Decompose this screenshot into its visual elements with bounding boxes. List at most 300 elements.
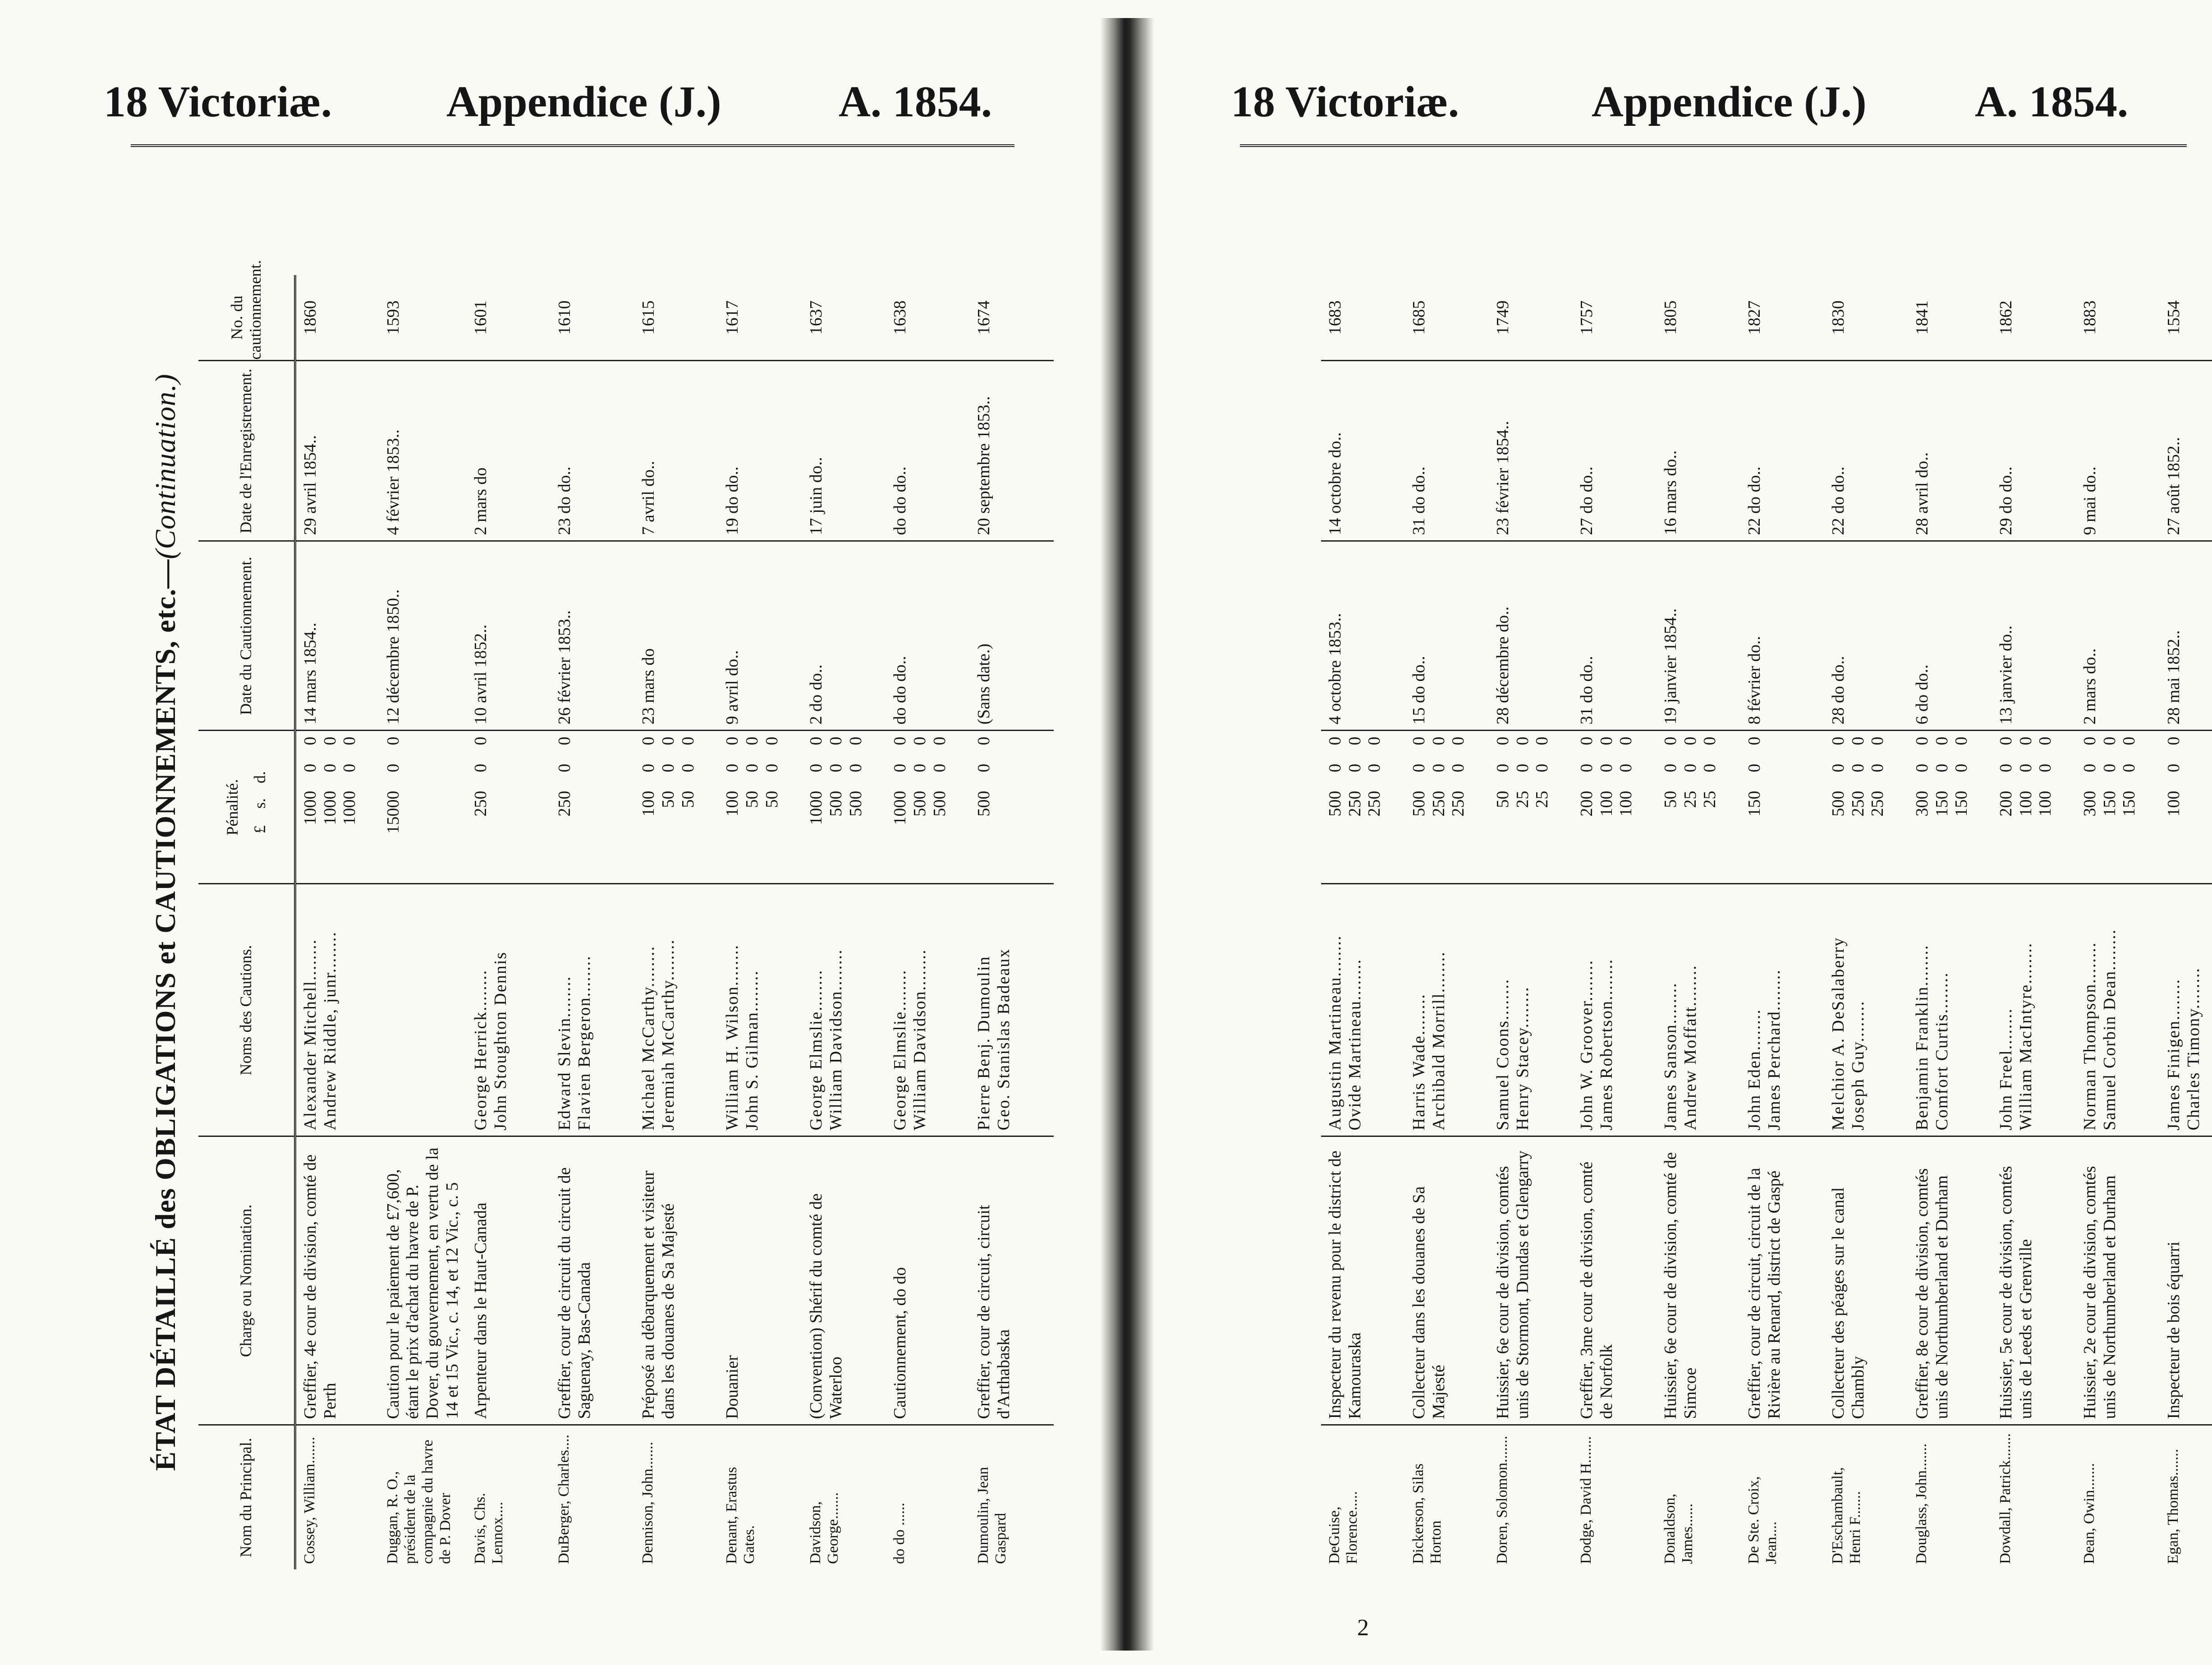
date-enreg-value: 9 mai do.. [2080, 466, 2099, 535]
penalty-line [846, 737, 866, 878]
charge-cell: Collecteur dans les douanes de Sa Majesté [1405, 1136, 1489, 1425]
caution-name: James Sanson........ [1661, 982, 1680, 1131]
caution-name: Pierre Benj. Dumoulin [974, 956, 994, 1131]
table-row [1740, 275, 1824, 1569]
charge-cell: Préposé au débarquement et visiteur dans les douanes de Sa Majesté [634, 1136, 718, 1425]
numero-cell: 1883 [2076, 275, 2160, 361]
penalty-pence: 0 [2164, 736, 2183, 745]
penalty-pounds: 50 [762, 791, 781, 808]
numero-cell: 1617 [718, 275, 802, 361]
numero-cell: 1841 [1908, 275, 1992, 361]
penalty-line [1616, 737, 1636, 878]
date-enreg-cell [1908, 361, 1992, 541]
penalty-pence: 0 [1952, 736, 1971, 745]
header-rule [1240, 144, 2187, 147]
penalty-line [762, 737, 782, 878]
date-enreg-cell [551, 361, 634, 541]
penalty-pounds: 200 [1577, 791, 1596, 817]
date-enreg-cell [2160, 361, 2212, 541]
date-caution-cell [1489, 541, 1573, 731]
date-enreg-value: 22 do do.. [1745, 466, 1764, 535]
pen-unit-shillings: s. [251, 798, 269, 809]
penalty-line [321, 737, 340, 878]
caution-name: Henry Stacey........ [1513, 986, 1532, 1131]
date-enreg-value: 20 septembre 1853.. [974, 396, 994, 535]
table-caption [149, 275, 185, 1569]
penalty-shillings: 0 [742, 764, 762, 773]
penalty-line [471, 737, 491, 878]
penalty-shillings: 0 [678, 764, 698, 773]
principal-cell: Dickerson, Silas Horton [1410, 1463, 1445, 1564]
penalty-shillings: 0 [320, 764, 340, 773]
penalty-pounds: 250 [1848, 791, 1868, 817]
penalty-line [1661, 737, 1681, 878]
principal-cell: Dumoulin, Jean Gaspard [975, 1467, 1010, 1564]
date-enreg-value: 7 avril do.. [639, 460, 658, 535]
penalty-pence: 0 [1680, 736, 1700, 745]
penalty-pounds: 200 [1996, 791, 2015, 817]
penalty-shillings: 0 [1597, 764, 1616, 773]
penalty-pounds: 300 [1913, 791, 1932, 817]
date-enreg-cell [634, 361, 718, 541]
cautions-cell [2160, 884, 2212, 1136]
penalty-pounds: 250 [1345, 791, 1364, 817]
penalty-shillings: 0 [930, 764, 949, 773]
cautions-cell [886, 884, 970, 1136]
header-year: A. 1854. [839, 78, 992, 126]
penalty-cell [886, 731, 970, 884]
penalty-pounds: 100 [2164, 791, 2183, 817]
header-appendix: Appendice (J.) [446, 78, 721, 126]
penalty-pounds: 250 [1365, 791, 1384, 817]
header-session: 18 Victoriæ. [104, 78, 332, 126]
numero-cell: 1674 [970, 275, 1054, 361]
date-enreg-value: 29 do do.. [1996, 466, 2015, 535]
numero-cell: 1638 [886, 275, 970, 361]
table-row [295, 275, 379, 1569]
book-gutter [1100, 18, 1154, 1651]
principal-cell: Davidson, George....... [807, 1492, 842, 1564]
numero-cell: 1593 [379, 275, 467, 361]
date-enreg-cell [467, 361, 551, 541]
caution-name: John Stoughton Dennis [491, 951, 510, 1131]
caution-name: James Robertson........ [1597, 958, 1616, 1131]
penalty-line [1365, 737, 1385, 878]
date-caution-value: 23 mars do [639, 648, 658, 725]
penalty-shillings: 0 [1680, 764, 1700, 773]
caution-name: John Freel........ [1996, 1008, 2015, 1131]
date-caution-cell [1573, 541, 1657, 731]
penalty-line [2016, 737, 2036, 878]
date-enreg-value: 29 avril 1854.. [301, 435, 320, 535]
cautions-cell [1824, 884, 1908, 1136]
penalty-pounds: 250 [471, 791, 491, 817]
penalty-cell [1573, 731, 1657, 884]
caution-name: Samuel Corbin Dean........ [2100, 929, 2119, 1131]
penalty-line [2080, 737, 2100, 878]
cautions-cell [970, 884, 1054, 1136]
penalty-pence: 0 [846, 736, 865, 745]
cautions-cell [718, 884, 802, 1136]
caution-name: Samuel Coons........ [1493, 978, 1512, 1131]
caution-name: Andrew Riddle, junr........ [320, 931, 340, 1131]
penalty-shillings: 0 [1868, 764, 1887, 773]
cautions-cell [1405, 884, 1489, 1136]
penalty-pence: 0 [1661, 736, 1680, 745]
penalty-line [2036, 737, 2056, 878]
penalty-pence: 0 [1913, 736, 1932, 745]
col-cautions: Noms des Cautions. [198, 884, 295, 1136]
date-caution-value: 15 do do.. [1409, 656, 1428, 725]
numero-cell: 1615 [634, 275, 718, 361]
cautions-cell [634, 884, 718, 1136]
cautions-cell [1908, 884, 1992, 1136]
col-date-caution: Date du Cautionnement. [198, 541, 295, 731]
principal-cell: Dodge, David H....... [1578, 1436, 1594, 1564]
penalty-shillings: 0 [1533, 764, 1552, 773]
penalty-pence: 0 [723, 736, 742, 745]
penalty-shillings: 0 [2080, 764, 2099, 773]
penalty-shillings: 0 [1616, 764, 1636, 773]
date-enreg-value: 23 do do.. [555, 466, 574, 535]
cautions-cell [379, 884, 467, 1136]
penalty-shillings: 0 [723, 764, 742, 773]
penalty-pounds: 250 [1429, 791, 1448, 817]
penalty-pence: 0 [1449, 736, 1468, 745]
numero-cell: 1601 [467, 275, 551, 361]
penalty-shillings: 0 [555, 764, 574, 773]
penalty-cell [295, 731, 379, 884]
cautions-cell [1992, 884, 2076, 1136]
cautions-cell [1489, 884, 1573, 1136]
caution-name: Edward Slevin........ [555, 975, 574, 1131]
date-caution-value: 10 avril 1852.. [471, 624, 491, 725]
charge-cell: Arpenteur dans le Haut-Canada [467, 1136, 551, 1425]
penalty-shillings: 0 [2164, 764, 2183, 773]
principal-cell: Donaldson, James...... [1661, 1494, 1696, 1564]
charge-cell: Inspecteur du revenu pour le district de Kamouraska [1321, 1136, 1405, 1425]
penalty-pence: 0 [1533, 736, 1552, 745]
penalty-pence: 0 [1996, 736, 2015, 745]
cautions-cell [1740, 884, 1824, 1136]
principal-cell: Dean, Owin....... [2081, 1463, 2097, 1564]
principal-cell: Dennison, John....... [639, 1441, 656, 1564]
caution-name: Jeremiah McCarthy........ [658, 939, 678, 1131]
penalty-line [1996, 737, 2016, 878]
penalty-shillings: 0 [762, 764, 781, 773]
numero-cell: 1749 [1489, 275, 1573, 361]
right-page [1154, 0, 2212, 1665]
date-caution-cell [802, 541, 886, 731]
penalty-line [1429, 737, 1449, 878]
penalty-pence: 0 [1868, 736, 1887, 745]
penalty-line [1745, 737, 1765, 878]
principal-cell: Egan, Thomas....... [2165, 1449, 2181, 1564]
caption-continuation: (Continuation.) [149, 373, 181, 559]
principal-cell: Cossey, William....... [301, 1437, 318, 1564]
charge-cell: Greffier, cour de circuit du circuit de Saguenay, Bas-Canada [551, 1136, 634, 1425]
penalty-shillings: 0 [2100, 764, 2119, 773]
penalty-pence: 0 [555, 736, 574, 745]
penalty-cell [1489, 731, 1573, 884]
date-caution-cell [970, 541, 1054, 731]
penalty-pounds: 50 [658, 791, 678, 808]
penalty-pounds: 250 [1449, 791, 1468, 817]
penalty-cell [1321, 731, 1405, 884]
obligations-table-continued [1321, 275, 2212, 1569]
date-caution-cell [1321, 541, 1405, 731]
numero-cell: 1860 [295, 275, 379, 361]
penalty-pence: 0 [1345, 736, 1364, 745]
date-enreg-cell [1405, 361, 1489, 541]
date-caution-value: 4 octobre 1853.. [1326, 613, 1345, 725]
table-row [634, 275, 718, 1569]
penalty-pounds: 25 [1533, 791, 1552, 808]
penalty-line [1493, 737, 1513, 878]
caution-name: Augustin Martineau........ [1326, 935, 1345, 1131]
principal-cell: Davis, Chs. Lennox.... [472, 1493, 506, 1564]
caution-name: James Perchard........ [1764, 969, 1784, 1131]
charge-cell: Greffier, 8e cour de division, comtés unis de Northumberland et Durham [1908, 1136, 1992, 1425]
penalty-pence: 0 [1513, 736, 1532, 745]
penalty-shillings: 0 [1745, 764, 1764, 773]
penalty-line [301, 737, 321, 878]
penalty-line [1513, 737, 1533, 878]
table-row [467, 275, 551, 1569]
table-row [1405, 275, 1489, 1569]
penalty-pence: 0 [2036, 736, 2055, 745]
penalty-cell [1405, 731, 1489, 884]
penalty-pence: 0 [2100, 736, 2119, 745]
numero-cell: 1683 [1321, 275, 1405, 361]
penalty-shillings: 0 [1326, 764, 1345, 773]
pen-unit-pence: d. [251, 771, 269, 783]
date-enreg-value: 22 do do.. [1829, 466, 1848, 535]
cautions-cell [1321, 884, 1405, 1136]
table-row [970, 275, 1054, 1569]
date-caution-value: 8 février do.. [1745, 636, 1764, 725]
penalty-shillings: 0 [826, 764, 845, 773]
caution-name: George Elmslie........ [807, 969, 826, 1131]
date-caution-cell [379, 541, 467, 731]
penalty-pence: 0 [471, 736, 491, 745]
penalty-shillings: 0 [639, 764, 658, 773]
pen-unit-pounds: £ [251, 825, 269, 833]
page-mark: 2 [1357, 1615, 1369, 1641]
penalty-pounds: 150 [1932, 791, 1951, 817]
penalty-shillings: 0 [1952, 764, 1971, 773]
penalty-line [743, 737, 762, 878]
caution-name: Charles Timony........ [2184, 967, 2203, 1131]
penalty-line [1533, 737, 1552, 878]
penalty-pounds: 250 [555, 791, 574, 817]
penalty-line [1913, 737, 1932, 878]
date-caution-cell [551, 541, 634, 731]
left-page [0, 0, 1051, 1665]
penalty-pence: 0 [1493, 736, 1512, 745]
penalty-pence: 0 [301, 736, 320, 745]
col-charge: Charge ou Nomination. [198, 1136, 295, 1425]
cautions-cell [2076, 884, 2160, 1136]
charge-cell: Greffier, cour de circuit, circuit d'Arthabaska [970, 1136, 1054, 1425]
col-numero: No. du cautionnement. [198, 275, 295, 361]
numero-cell: 1830 [1824, 275, 1908, 361]
penalty-shillings: 0 [2016, 764, 2035, 773]
cautions-cell [295, 884, 379, 1136]
penalty-line [384, 737, 404, 878]
table-row [802, 275, 886, 1569]
date-enreg-cell [1321, 361, 1405, 541]
date-caution-value: do do do.. [890, 656, 910, 725]
caution-name: William H. Wilson........ [723, 944, 742, 1131]
obligations-table [198, 260, 1054, 1569]
penalty-shillings: 0 [1700, 764, 1720, 773]
table-row [2076, 275, 2160, 1569]
date-caution-value: 12 décembre 1850.. [383, 589, 403, 725]
penalty-line [2164, 737, 2184, 878]
penalty-line [679, 737, 698, 878]
penalty-pounds: 25 [1700, 791, 1720, 808]
caution-name: William Davidson........ [910, 949, 929, 1131]
date-enreg-cell [379, 361, 467, 541]
caution-name: John S. Gilman........ [742, 970, 762, 1131]
date-enreg-value: 16 mars do.. [1661, 450, 1680, 535]
penalty-line [1829, 737, 1849, 878]
penalty-pounds: 150 [2120, 791, 2139, 817]
numero-cell: 1805 [1657, 275, 1740, 361]
date-caution-cell [467, 541, 551, 731]
penalty-shillings: 0 [1848, 764, 1868, 773]
caption-main: ÉTAT DÉTAILLÉ des OBLIGATIONS et CAUTIONNEMENTS, etc.— [149, 559, 181, 1471]
principal-cell: Douglass, John....... [1913, 1443, 1930, 1564]
caution-name: Andrew Moffatt........ [1680, 965, 1700, 1131]
charge-cell: Collecteur des péages sur le canal Chambly [1824, 1136, 1908, 1425]
penalty-line [1597, 737, 1617, 878]
table-row [379, 275, 467, 1569]
principal-cell: De Ste. Croix, Jean.... [1745, 1476, 1780, 1564]
charge-cell: Greffier, 3me cour de division, comté de Norfolk [1573, 1136, 1657, 1425]
penalty-shillings: 0 [340, 764, 359, 773]
penalty-pounds: 150 [1952, 791, 1971, 817]
penalty-pounds: 250 [1868, 791, 1887, 817]
penalty-pence: 0 [890, 736, 910, 745]
table-header-row [198, 275, 295, 1569]
date-enreg-cell [2076, 361, 2160, 541]
penalty-cell [379, 731, 467, 884]
penalty-line [1849, 737, 1868, 878]
penalty-cell [634, 731, 718, 884]
penalty-line [555, 737, 575, 878]
charge-cell: Cautionnement, do do [886, 1136, 970, 1425]
penalty-line [930, 737, 950, 878]
date-caution-value: 28 mai 1852.. [2164, 630, 2183, 725]
table-row [1992, 275, 2076, 1569]
penalty-pounds: 1000 [890, 791, 910, 825]
penalty-line [1952, 737, 1972, 878]
caution-name: Alexander Mitchell........ [301, 938, 320, 1131]
table-row [1573, 275, 1657, 1569]
penalty-line [1409, 737, 1429, 878]
penalty-pence: 0 [1577, 736, 1596, 745]
date-caution-value: 14 mars 1854.. [301, 622, 320, 725]
penalty-line [1577, 737, 1597, 878]
penalty-line [1868, 737, 1888, 878]
date-caution-value: 2 do do.. [807, 664, 826, 725]
header-rule [131, 144, 1014, 147]
penalty-shillings: 0 [471, 764, 491, 773]
caution-name: Harris Wade........ [1409, 993, 1428, 1131]
date-caution-value: 26 février 1853.. [555, 610, 574, 725]
penalty-shillings: 0 [807, 764, 826, 773]
date-caution-value: (Sans date.) [974, 644, 994, 725]
penalty-cell [1992, 731, 2076, 884]
table-row [1824, 275, 1908, 1569]
penalty-line [1326, 737, 1345, 878]
penalty-line [659, 737, 679, 878]
penalty-cell [1908, 731, 1992, 884]
penalty-shillings: 0 [2036, 764, 2055, 773]
col-penalite [198, 731, 295, 884]
date-enreg-cell [1489, 361, 1573, 541]
penalty-pounds: 100 [723, 791, 742, 817]
date-caution-cell [1908, 541, 1992, 731]
table-row [1321, 275, 1405, 1569]
penalty-cell [1740, 731, 1824, 884]
date-enreg-value: 27 do do.. [1577, 466, 1596, 535]
date-caution-value: 28 do do.. [1829, 656, 1848, 725]
penalty-pounds: 1000 [320, 791, 340, 825]
table-row [1657, 275, 1740, 1569]
penalty-pounds: 50 [742, 791, 762, 808]
date-enreg-cell [970, 361, 1054, 541]
penalty-pence: 0 [320, 736, 340, 745]
penalty-pounds: 500 [910, 791, 929, 817]
date-enreg-cell [1992, 361, 2076, 541]
penalty-pence: 0 [383, 736, 403, 745]
penalty-cell [551, 731, 634, 884]
cautions-cell [1657, 884, 1740, 1136]
penalty-shillings: 0 [1996, 764, 2015, 773]
caution-name: George Elmslie........ [890, 969, 910, 1131]
date-caution-cell [295, 541, 379, 731]
penalty-pounds: 50 [1661, 791, 1680, 808]
table-row [718, 275, 802, 1569]
numero-cell: 1610 [551, 275, 634, 361]
penalty-shillings: 0 [1409, 764, 1428, 773]
penalty-pence: 0 [2080, 736, 2099, 745]
penalty-pounds: 500 [930, 791, 949, 817]
caution-name: Flavien Bergeron........ [574, 955, 594, 1131]
date-caution-value: 13 janvier do.. [1996, 625, 2015, 725]
date-enreg-value: 28 avril do.. [1913, 452, 1932, 535]
penalty-shillings: 0 [1365, 764, 1384, 773]
penalty-line [1345, 737, 1365, 878]
header-session: 18 Victoriæ. [1231, 78, 1459, 126]
principal-cell: DuBerger, Charles.... [555, 1435, 573, 1564]
penalty-cell [802, 731, 886, 884]
date-enreg-value: 2 mars do [471, 467, 491, 535]
penalty-cell [2076, 731, 2160, 884]
penalty-pence: 0 [340, 736, 359, 745]
date-enreg-cell [1573, 361, 1657, 541]
penalty-pounds: 50 [1493, 791, 1512, 808]
caution-name: Norman Thompson........ [2080, 942, 2099, 1131]
table-row [551, 275, 634, 1569]
caution-name: Melchior A. DeSalaberry [1829, 937, 1848, 1131]
penalty-pence: 0 [1829, 736, 1848, 745]
principal-cell: Duggan, R. O., président de la compagnie du havre de P. Dover [384, 1440, 454, 1564]
penalty-pence: 0 [1326, 736, 1345, 745]
